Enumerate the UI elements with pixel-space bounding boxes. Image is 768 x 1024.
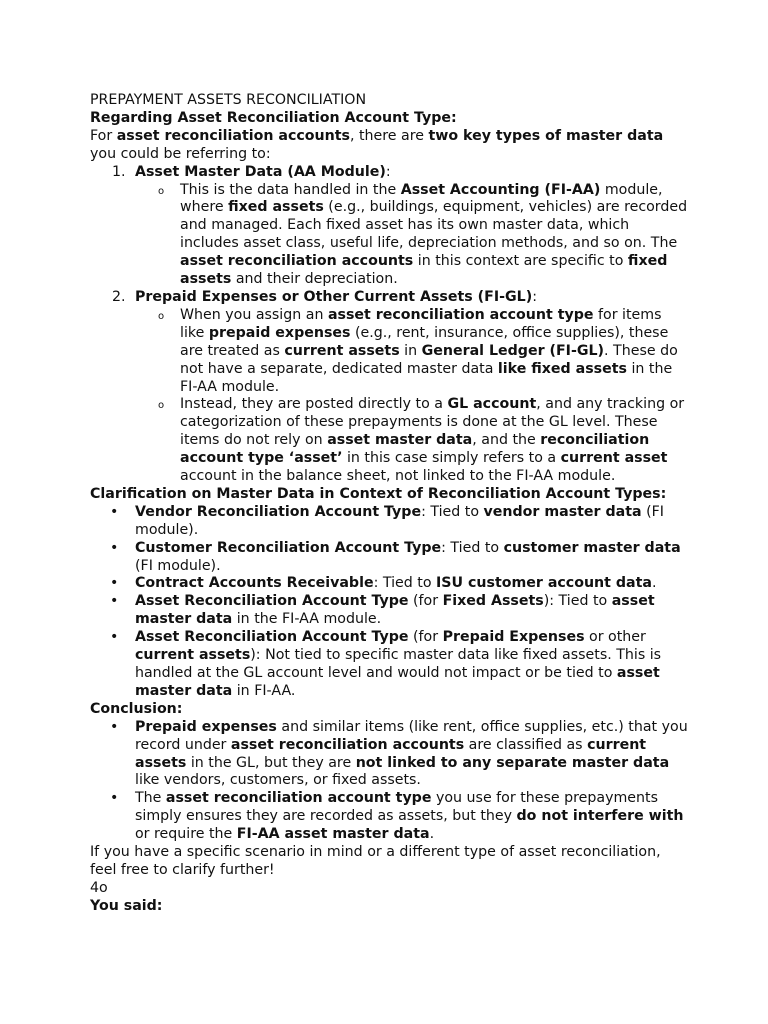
intro-paragraph: For asset reconciliation accounts, there are two key types of master data you could be referring to:: [90, 127, 664, 162]
list-item-prepaid-expenses: 2. Prepaid Expenses or Other Current Assets (FI-GL): o When you assign an asset reconciliation account type for items like prepaid expenses (e.g., rent, insurance, office supplies), these are treated as current assets in General Ledger (FI-GL). These do not have a separate, dedicated master data like fixed assets in the FI-AA module. o Instead, they are posted directly to a GL account, and any tracking or categorization of these prepayments is done at the GL level. These items do not rely on asset master data, and the reconciliation account type ‘asset’ in this case simply refers to a current asset account in the balance sheet, not linked to the FI-AA module.: [90, 289, 690, 486]
conclusion-list: [90, 719, 690, 844]
you-said-label: You said:: [90, 897, 163, 914]
clarification-list: [90, 504, 690, 701]
sub-list-item: o This is the data handled in the Asset Accounting (FI-AA) module, where fixed assets (e.g., buildings, equipment, vehicles) are recorded and managed. Each fixed asset has its own master data, which includes asset class, useful life, depreciation methods, and so on. The asset reconciliation accounts in this context are specific to fixed assets and their depreciation.: [158, 181, 688, 288]
document-title: PREPAYMENT ASSETS RECONCILIATION: [90, 92, 367, 108]
list-item: • Contract Accounts Receivable: Tied to ISU customer account data.: [110, 575, 657, 592]
closing-paragraph: If you have a specific scenario in mind or a different type of asset reconciliation, feel free to clarify further!: [90, 844, 661, 878]
list-item: • Customer Reconciliation Account Type: Tied to customer master data (FI module).: [110, 539, 681, 574]
sub-list-item: o When you assign an asset reconciliation account type for items like prepaid expenses (e.g., rent, insurance, office supplies), these are treated as current assets in General Ledger (FI-GL). These do not have a separate, dedicated master data like fixed assets in the FI-AA module.: [158, 306, 678, 395]
list-item: • Vendor Reconciliation Account Type: Tied to vendor master data (FI module).: [110, 503, 664, 538]
list-item-asset-master-data: 1. Asset Master Data (AA Module): o This is the data handled in the Asset Accounting (FI-AA) module, where fixed assets (e.g., buildings, equipment, vehicles) are recorded and managed. Each fixed asset has its own master data, which includes asset class, useful life, depreciation methods, and so on. The asset reconciliation accounts in this context are specific to fixed assets and their depreciation.: [90, 164, 690, 289]
section-heading-clarification: Clarification on Master Data in Context of Reconciliation Account Types:: [90, 485, 667, 502]
list-item: • Asset Reconciliation Account Type (for Prepaid Expenses or other current assets): Not tied to specific master data like fixed assets. This is handled at the GL account level and would not impact or be tied to asset master data in FI-AA.: [110, 629, 662, 699]
model-label: 4o: [90, 879, 108, 896]
document-page: [90, 92, 690, 916]
sub-list: [90, 182, 690, 289]
list-item: • The asset reconciliation account type you use for these prepayments simply ensures they are recorded as assets, but they do not interfere with or require the FI-AA asset master data.: [110, 790, 684, 843]
list-item: • Prepaid expenses and similar items (like rent, office supplies, etc.) that you record under asset reconciliation accounts are classified as current assets in the GL, but they are not linked to any separate master data like vendors, customers, or fixed assets.: [110, 718, 688, 789]
list-item: • Asset Reconciliation Account Type (for Fixed Assets): Tied to asset master data in the FI-AA module.: [110, 593, 655, 628]
sub-list: [90, 307, 690, 486]
sub-list-item: o Instead, they are posted directly to a GL account, and any tracking or categorization of these prepayments is done at the GL level. These items do not rely on asset master data, and the reconciliation account type ‘asset’ in this case simply refers to a current asset account in the balance sheet, not linked to the FI-AA module.: [158, 396, 685, 485]
section-heading-account-type: Regarding Asset Reconciliation Account Type:: [90, 109, 457, 126]
master-data-types-list: [90, 164, 690, 486]
section-heading-conclusion: Conclusion:: [90, 700, 183, 717]
